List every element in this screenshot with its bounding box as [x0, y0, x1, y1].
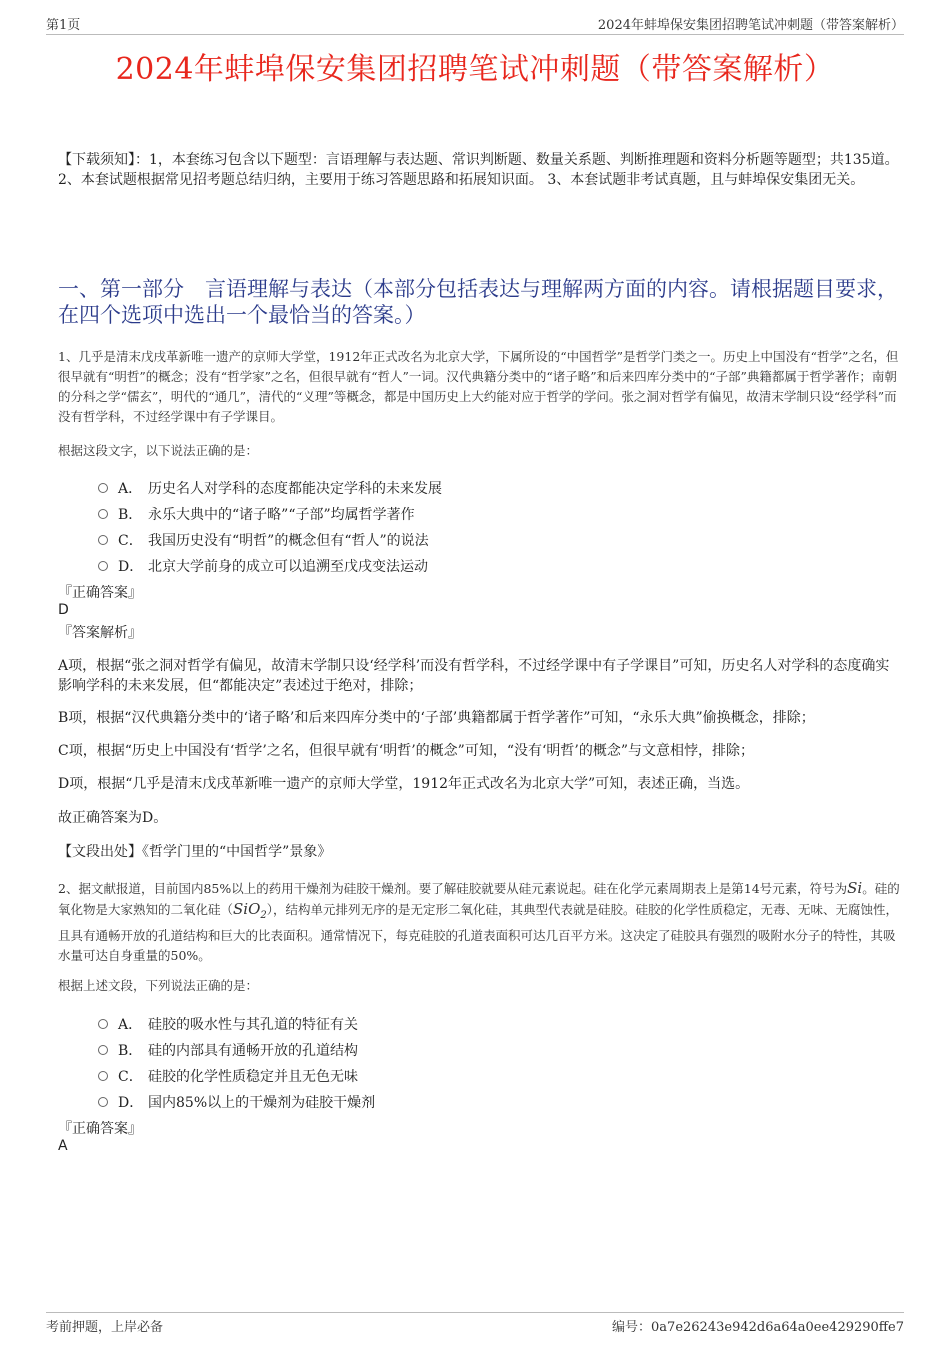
document-id: 编号：0a7e26243e942d6a64a0ee429290ffe7: [612, 1320, 904, 1335]
question-2-answer: A: [58, 1138, 68, 1154]
document-title: 2024年蚌埠保安集团招聘笔试冲刺题（带答案解析）: [115, 52, 835, 87]
page-header: [46, 14, 904, 35]
radio-icon[interactable]: [98, 483, 108, 493]
question-2-option-b[interactable]: B． 硅的内部具有通畅开放的孔道结构: [98, 1040, 358, 1060]
page-footer: [46, 1312, 904, 1335]
analysis-conclusion: 故正确答案为D。: [58, 810, 168, 826]
si-symbol: Si: [847, 879, 863, 897]
question-1-stem: 1、几乎是清末戊戌革新唯一遗产的京师大学堂，1912年正式改名为北京大学，下属所设的“中国哲学”是哲学门类之一。历史上中国没有“哲学”之名，但很早就有“明哲”的概念；没有“哲学家”之名，但很早就有“哲人”一词。汉代典籍分类中的“诸子略”和后来四库分类中的“子部”典籍都属于哲学著作；南朝的分科之学“儒玄”，明代的“通几”，清代的“义理”等概念，都是中国历史上大约能对应于哲学的学问。张之洞对哲学有偏见，故清末学制只设“经学科”而没有哲学科，不过经学课中有子学课目。: [58, 349, 899, 424]
question-1-option-a[interactable]: A． 历史名人对学科的态度都能决定学科的未来发展: [98, 478, 442, 498]
download-notice: 【下载须知】：1，本套练习包含以下题型：言语理解与表达题、常识判断题、数量关系题、判断推理题和资料分析题等题型；共135道。 2、本套试题根据常见招考题总结归纳，主要用于练习答题思路和拓展知识面。 3、本套试题非考试真题，且与蚌埠保安集团无关。: [58, 152, 899, 188]
header-doc-title: 2024年蚌埠保安集团招聘笔试冲刺题（带答案解析）: [597, 18, 904, 33]
radio-icon[interactable]: [98, 1045, 108, 1055]
analysis-c: C项，根据“历史上中国没有‘哲学’之名，但很早就有‘明哲’的概念”可知，“没有‘明哲’的概念”与文意相悖，排除；: [58, 743, 755, 759]
radio-icon[interactable]: [98, 1071, 108, 1081]
footer-slogan: 考前押题，上岸必备: [46, 1320, 164, 1335]
section-heading: 一、第一部分 言语理解与表达（本部分包括表达与理解两方面的内容。请根据题目要求，在四个选项中选出一个最恰当的答案。）: [58, 277, 898, 327]
question-1-option-b[interactable]: B． 永乐大典中的“诸子略”“子部”均属哲学著作: [98, 504, 415, 524]
question-1-analysis-label: 『答案解析』: [58, 625, 142, 641]
radio-icon[interactable]: [98, 1019, 108, 1029]
question-2-prompt: 根据上述文段，下列说法正确的是：: [58, 978, 259, 993]
sio2-symbol: SiO$_2$: [233, 900, 267, 921]
analysis-a: A项，根据“张之洞对哲学有偏见，故清末学制只设‘经学科’而没有哲学科，不过经学课中有子学课目”可知，历史名人对学科的态度确实影响学科的未来发展，但“都能决定”表述过于绝对，排除；: [58, 658, 890, 694]
question-2-stem: 2、据文献报道，目前国内85%以上的药用干燥剂为硅胶干燥剂。要了解硅胶就要从硅元素说起。硅在化学元素周期表上是第14号元素，符号为Si。硅的氧化物是大家熟知的二氧化硅（SiO$_2$），结构单元排列无序的是无定形二氧化硅，其典型代表就是硅胶。硅胶的化学性质稳定，无毒、无味、无腐蚀性，且具有通畅开放的孔道结构和巨大的比表面积。通常情况下，每克硅胶的孔道表面积可达几百平方米。这决定了硅胶具有强烈的吸附水分子的特性，其吸水量可达自身重量的50%。: [58, 879, 900, 963]
question-1-answer-label: 『正确答案』: [58, 585, 142, 601]
analysis-b: B项，根据“汉代典籍分类中的‘诸子略’和后来四库分类中的‘子部’典籍都属于哲学著作”可知，“永乐大典”偷换概念，排除；: [58, 710, 815, 726]
question-1-source: 【文段出处】《哲学门里的“中国哲学”景象》: [58, 844, 332, 860]
question-1-option-d[interactable]: D． 北京大学前身的成立可以追溯至戊戌变法运动: [98, 556, 428, 576]
question-1-answer: D: [58, 602, 69, 618]
radio-icon[interactable]: [98, 561, 108, 571]
radio-icon[interactable]: [98, 535, 108, 545]
question-1-option-c[interactable]: C． 我国历史没有“明哲”的概念但有“哲人”的说法: [98, 530, 429, 550]
question-2-option-a[interactable]: A． 硅胶的吸水性与其孔道的特征有关: [98, 1014, 358, 1034]
question-2-answer-label: 『正确答案』: [58, 1121, 142, 1137]
radio-icon[interactable]: [98, 1097, 108, 1107]
radio-icon[interactable]: [98, 509, 108, 519]
analysis-d: D项，根据“几乎是清末戊戌革新唯一遗产的京师大学堂，1912年正式改名为北京大学”可知，表述正确，当选。: [58, 776, 750, 792]
question-2-option-c[interactable]: C． 硅胶的化学性质稳定并且无色无味: [98, 1066, 358, 1086]
page-number: 第1页: [46, 18, 81, 33]
question-2-option-d[interactable]: D． 国内85%以上的干燥剂为硅胶干燥剂: [98, 1092, 375, 1112]
question-1-prompt: 根据这段文字，以下说法正确的是：: [58, 443, 259, 458]
